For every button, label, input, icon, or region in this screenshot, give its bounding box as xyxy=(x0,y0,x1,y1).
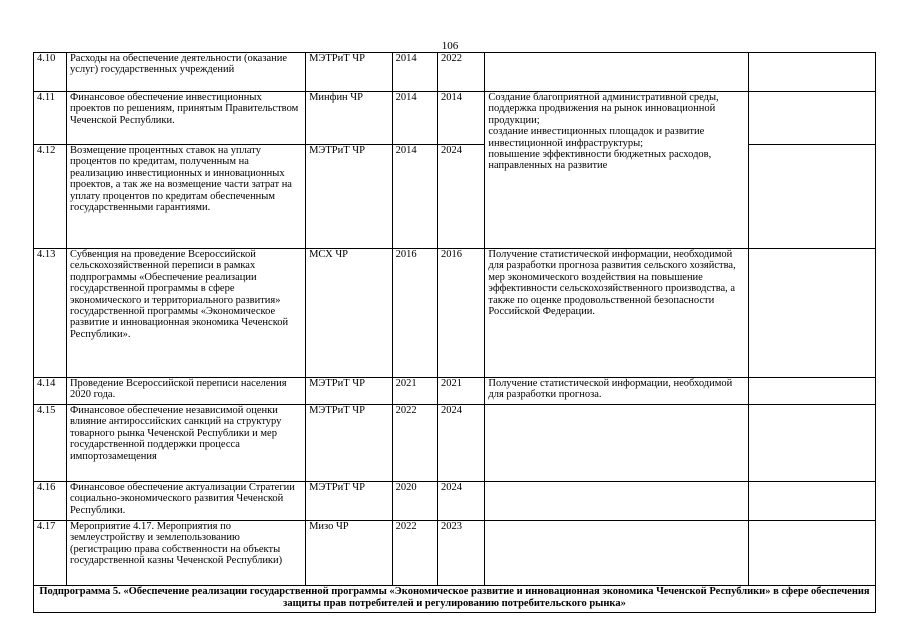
start-year: 2021 xyxy=(392,378,437,405)
start-year: 2014 xyxy=(392,92,437,145)
row-number: 4.14 xyxy=(34,378,67,405)
start-year: 2016 xyxy=(392,249,437,378)
extra-cell xyxy=(749,92,876,145)
extra-cell xyxy=(749,405,876,482)
row-number: 4.11 xyxy=(34,92,67,145)
expected-result: Получение статистической информации, необходимой для разработки прогноза. xyxy=(485,378,749,405)
activity-name: Возмещение процентных ставок на уплату процентов по кредитам, полученным на реализацию инвестиционных и инновационных проектов, а так же на возмещение части затрат на уплату процентов по кредитам обеспеченным государственными гарантиями. xyxy=(66,145,305,249)
activity-name: Финансовое обеспечение актуализации Стратегии социально-экономического развития Чеченской Республики. xyxy=(66,482,305,521)
row-number: 4.10 xyxy=(34,53,67,92)
expected-result-merged: Создание благоприятной административной среды, поддержка продвижения на рынок инновационной продукции; создание инвестиционных площадок и развитие инвестиционной инфраструктуры; повышение эффективности бюджетных расходов, направленных на развитие xyxy=(485,92,749,249)
expected-result xyxy=(485,405,749,482)
activity-name: Проведение Всероссийской переписи населения 2020 года. xyxy=(66,378,305,405)
row-number: 4.13 xyxy=(34,249,67,378)
row-number: 4.15 xyxy=(34,405,67,482)
executor: Минфин ЧР xyxy=(306,92,393,145)
extra-cell xyxy=(749,521,876,586)
end-year: 2023 xyxy=(437,521,484,586)
expected-result xyxy=(485,53,749,92)
activity-name: Финансовое обеспечение инвестиционных проектов по решениям, принятым Правительством Чеченской Республики. xyxy=(66,92,305,145)
table-row xyxy=(34,145,876,249)
start-year: 2022 xyxy=(392,521,437,586)
executor: МЭТРиТ ЧР xyxy=(306,145,393,249)
extra-cell xyxy=(749,482,876,521)
table-row xyxy=(34,53,876,92)
extra-cell xyxy=(749,145,876,249)
subprogram-heading-row xyxy=(34,586,876,613)
expected-result: Получение статистической информации, необходимой для разработки прогноза развития сельского хозяйства, мер экономического воздействия на повышение эффективности сельскохозяйственного производства, а также по оценке продовольственной безопасности Российской Федерации. xyxy=(485,249,749,378)
executor: МЭТРиТ ЧР xyxy=(306,378,393,405)
end-year: 2022 xyxy=(437,53,484,92)
extra-cell xyxy=(749,378,876,405)
row-number: 4.16 xyxy=(34,482,67,521)
end-year: 2024 xyxy=(437,482,484,521)
end-year: 2021 xyxy=(437,378,484,405)
page-number: 106 xyxy=(441,40,459,52)
executor: МЭТРиТ ЧР xyxy=(306,482,393,521)
activity-name: Финансовое обеспечение независимой оценки влияние антироссийских санкций на структуру товарного рынка Чеченской Республики и мер государственной поддержки процесса импортозамещения xyxy=(66,405,305,482)
table-row xyxy=(34,405,876,482)
expected-result xyxy=(485,482,749,521)
extra-cell xyxy=(749,53,876,92)
activity-name: Расходы на обеспечение деятельности (оказание услуг) государственных учреждений xyxy=(66,53,305,92)
subprogram-heading: Подпрограмма 5. «Обеспечение реализации государственной программы «Экономическое развитие и инновационная экономика Чеченской Республики» в сфере обеспечения защиты прав потребителей и регулированию потребительского рынка» xyxy=(34,586,876,613)
table-row xyxy=(34,482,876,521)
activity-name: Мероприятие 4.17. Мероприятия по землеустройству и землепользованию (регистрацию права собственности на объекты государственной казны Чеченской Республики) xyxy=(66,521,305,586)
end-year: 2024 xyxy=(437,405,484,482)
table-row xyxy=(34,521,876,586)
executor: МЭТРиТ ЧР xyxy=(306,405,393,482)
start-year: 2014 xyxy=(392,145,437,249)
start-year: 2014 xyxy=(392,53,437,92)
end-year: 2024 xyxy=(437,145,484,249)
table-row xyxy=(34,92,876,145)
executor: Мизо ЧР xyxy=(306,521,393,586)
start-year: 2022 xyxy=(392,405,437,482)
activity-name: Субвенция на проведение Всероссийской сельскохозяйственной переписи в рамках подпрограммы «Обеспечение реализации государственной программы в сфере экономического и территориального развития» государственной программы «Экономическое развитие и инновационная экономика Чеченской Республики». xyxy=(66,249,305,378)
end-year: 2016 xyxy=(437,249,484,378)
row-number: 4.12 xyxy=(34,145,67,249)
table-row xyxy=(34,249,876,378)
executor: МСХ ЧР xyxy=(306,249,393,378)
programme-activities-table xyxy=(33,52,876,613)
start-year: 2020 xyxy=(392,482,437,521)
row-number: 4.17 xyxy=(34,521,67,586)
expected-result xyxy=(485,521,749,586)
end-year: 2014 xyxy=(437,92,484,145)
table-row xyxy=(34,378,876,405)
executor: МЭТРиТ ЧР xyxy=(306,53,393,92)
extra-cell xyxy=(749,249,876,378)
